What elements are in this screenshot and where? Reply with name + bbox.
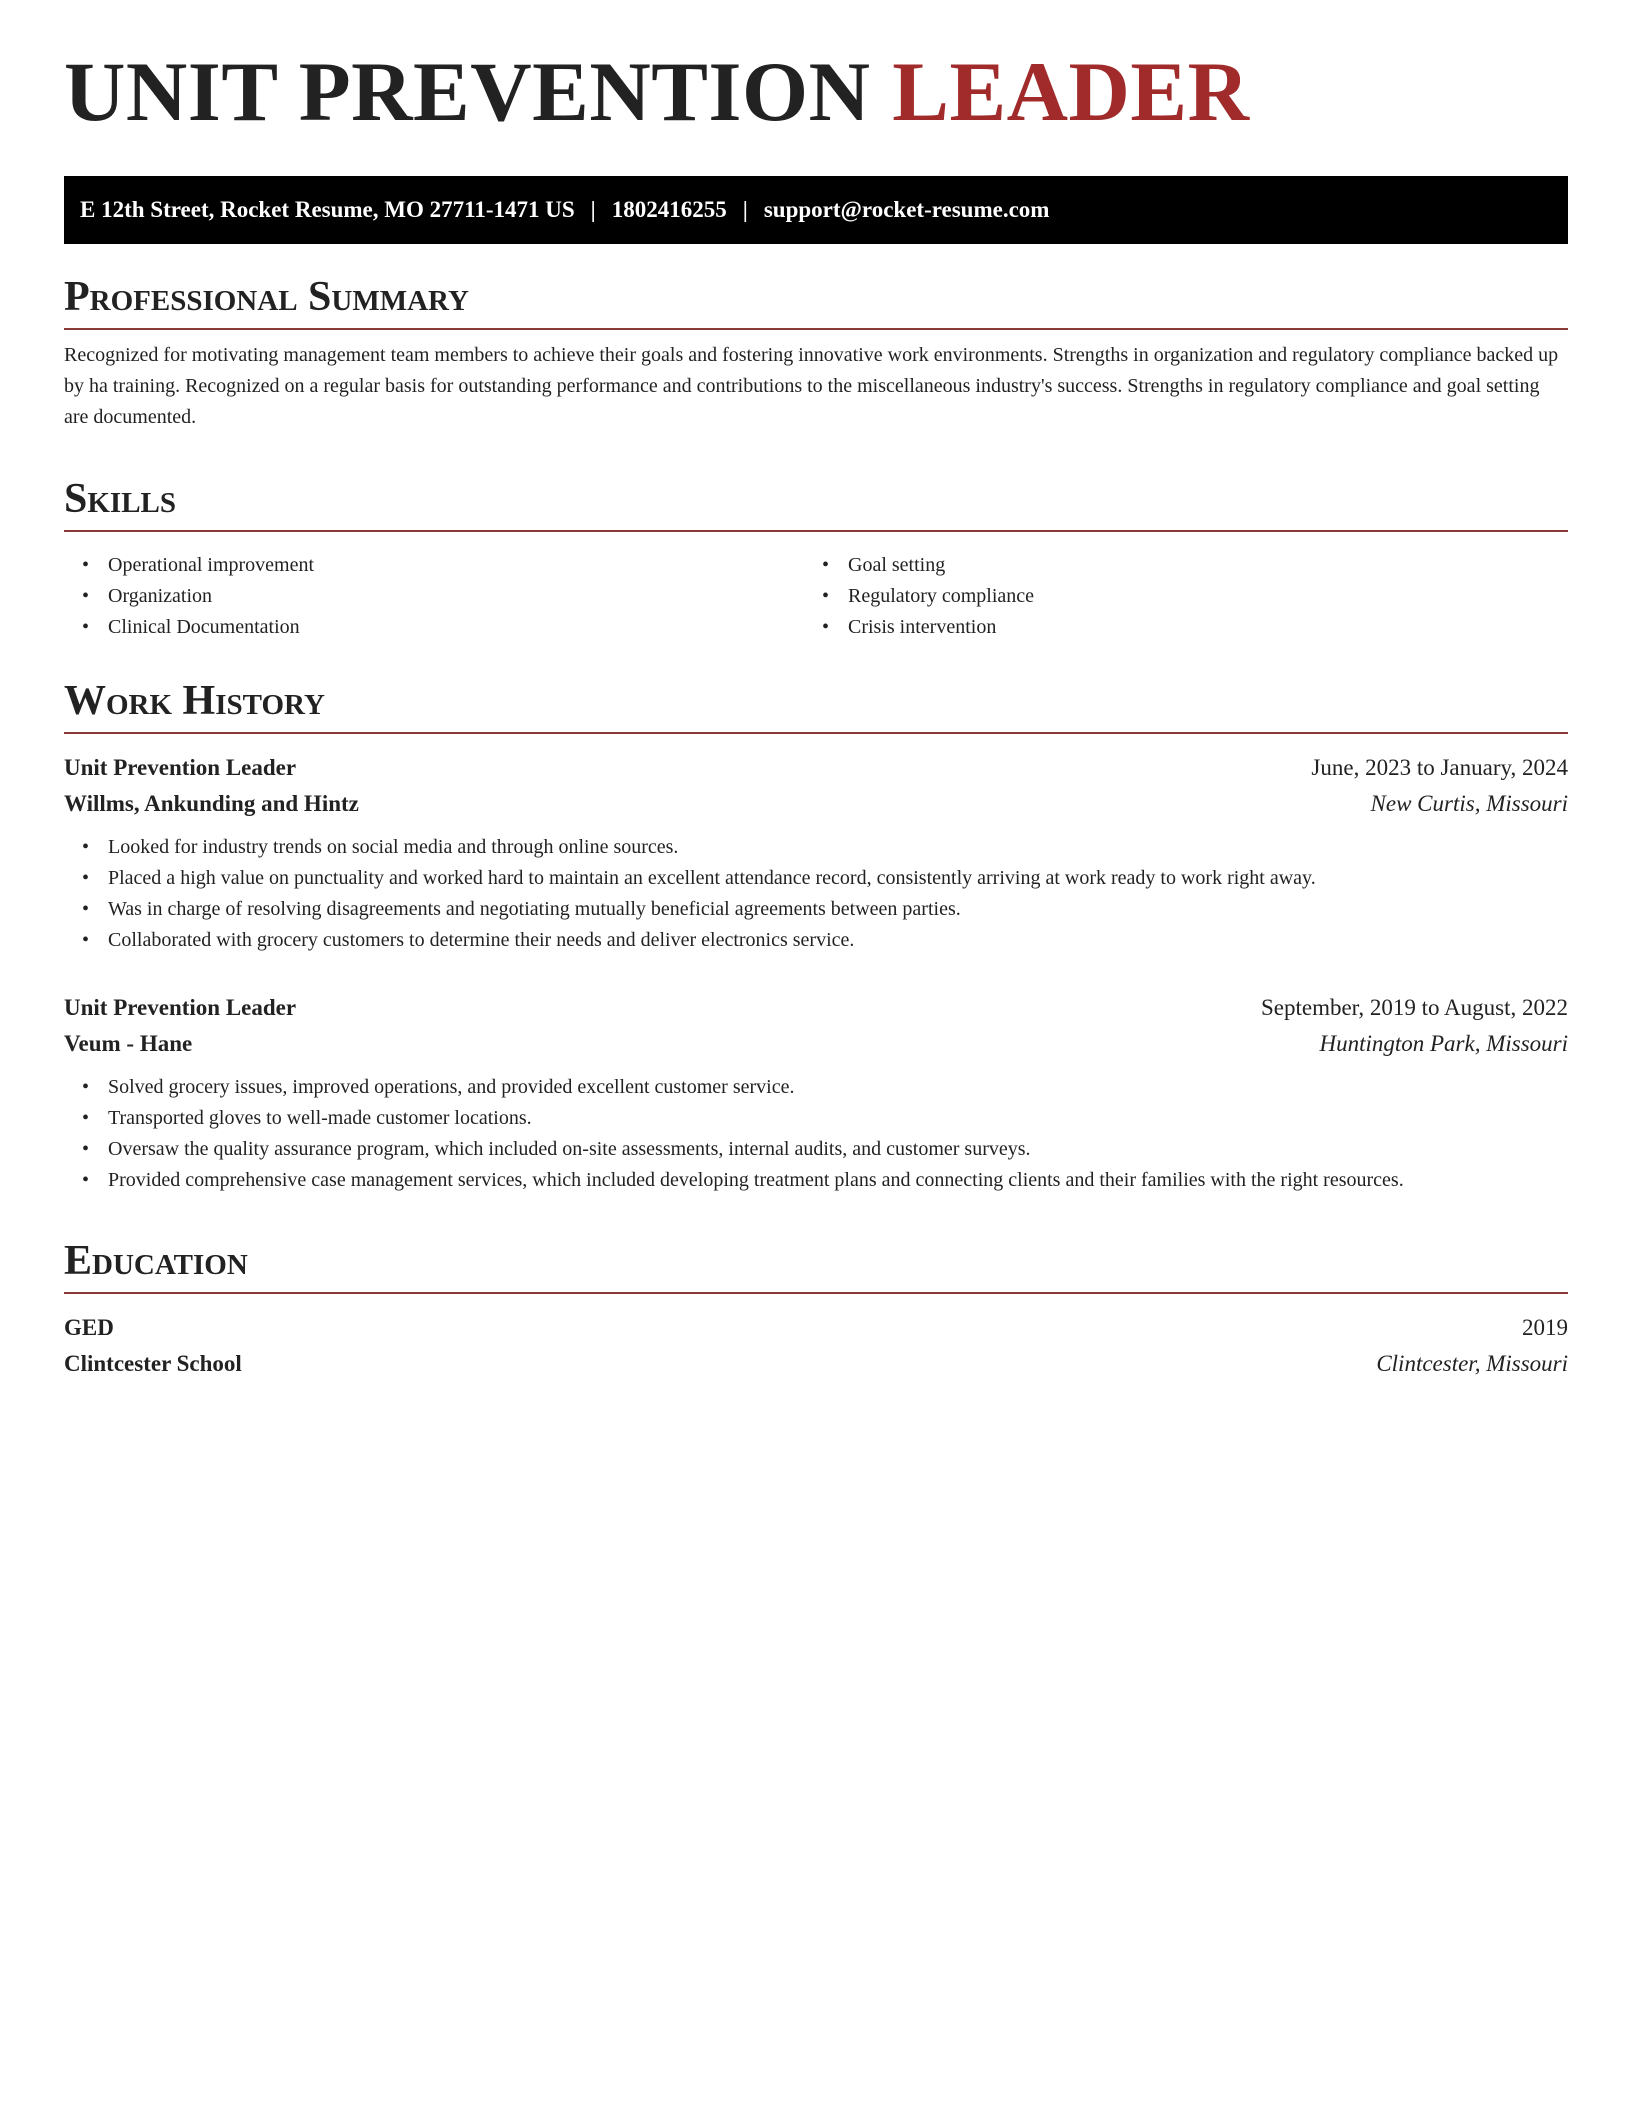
- contact-address: E 12th Street, Rocket Resume, MO 27711-1471 US: [80, 197, 575, 222]
- education-degree: GED: [64, 1315, 114, 1340]
- section-divider: [64, 732, 1568, 734]
- job-duty: • Provided comprehensive case management services, which included developing treatment plans and connecting clients and their families with the right resources.: [108, 1165, 1568, 1196]
- job-company: Veum - Hane: [64, 1031, 193, 1056]
- skills-column-right: [804, 550, 1544, 643]
- education-entry: [64, 1310, 1568, 1382]
- section-divider: [64, 1292, 1568, 1294]
- skill-item: • Goal setting: [848, 550, 1544, 581]
- education-section: [64, 1240, 1568, 1382]
- education-location: Clintcester, Missouri: [1376, 1351, 1568, 1376]
- summary-text: Recognized for motivating management team members to achieve their goals and fostering innovative work environments. Strengths in organization and regulatory compliance backed up by ha training. Recognized on a regular basis for outstanding performance and contributions to the miscellaneous industry's success. Strengths in regulatory compliance and goal setting are documented.: [64, 344, 1559, 428]
- job-duty: • Collaborated with grocery customers to determine their needs and deliver electronics service.: [108, 925, 1568, 956]
- section-divider: [64, 328, 1568, 330]
- job-location: New Curtis, Missouri: [1370, 791, 1568, 816]
- name-last: LEADER: [892, 45, 1250, 139]
- skills-section: [64, 478, 1568, 643]
- education-school: Clintcester School: [64, 1351, 242, 1376]
- skill-item: • Organization: [108, 581, 804, 612]
- job-company: Willms, Ankunding and Hintz: [64, 791, 359, 816]
- job-duties: [64, 1072, 1568, 1196]
- skill-item: • Crisis intervention: [848, 612, 1544, 643]
- summary-section: [64, 276, 1568, 433]
- skills-list: [64, 550, 1568, 643]
- skill-item: • Clinical Documentation: [108, 612, 804, 643]
- contact-separator: |: [742, 197, 748, 222]
- education-year: 2019: [1522, 1315, 1568, 1340]
- job-dates: September, 2019 to August, 2022: [1260, 995, 1568, 1020]
- contact-separator: |: [590, 197, 596, 222]
- job-dates: June, 2023 to January, 2024: [1311, 755, 1568, 780]
- job-duty: • Transported gloves to well-made customer locations.: [108, 1103, 1568, 1134]
- skill-item: • Operational improvement: [108, 550, 804, 581]
- job-title: Unit Prevention Leader: [64, 755, 297, 780]
- job-entry: [64, 990, 1568, 1196]
- contact-bar: [64, 176, 1568, 244]
- summary-heading: Professional Summary: [64, 274, 469, 320]
- education-heading: Education: [64, 1238, 248, 1284]
- job-title: Unit Prevention Leader: [64, 995, 297, 1020]
- resume-page: [64, 0, 1568, 1376]
- contact-email: support@rocket-resume.com: [763, 197, 1050, 222]
- job-duty: • Placed a high value on punctuality and worked hard to maintain an excellent attendance record, consistently arriving at work ready to work right away.: [108, 863, 1568, 894]
- section-divider: [64, 530, 1568, 532]
- work-history-heading: Work History: [64, 678, 325, 724]
- name-first: UNIT PREVENTION: [64, 45, 871, 139]
- skill-item: • Regulatory compliance: [848, 581, 1544, 612]
- contact-phone: 1802416255: [611, 197, 727, 222]
- job-duty: • Looked for industry trends on social media and through online sources.: [108, 832, 1568, 863]
- job-duties: [64, 832, 1568, 956]
- job-duty: • Oversaw the quality assurance program, which included on-site assessments, internal audits, and customer surveys.: [108, 1134, 1568, 1165]
- skills-heading: Skills: [64, 476, 177, 522]
- job-entry: [64, 750, 1568, 956]
- job-duty: • Was in charge of resolving disagreements and negotiating mutually beneficial agreements between parties.: [108, 894, 1568, 925]
- work-history-section: [64, 680, 1568, 1196]
- job-location: Huntington Park, Missouri: [1319, 1031, 1568, 1056]
- job-duty: • Solved grocery issues, improved operations, and provided excellent customer service.: [108, 1072, 1568, 1103]
- skills-column-left: [64, 550, 804, 643]
- candidate-name: [64, 0, 1568, 139]
